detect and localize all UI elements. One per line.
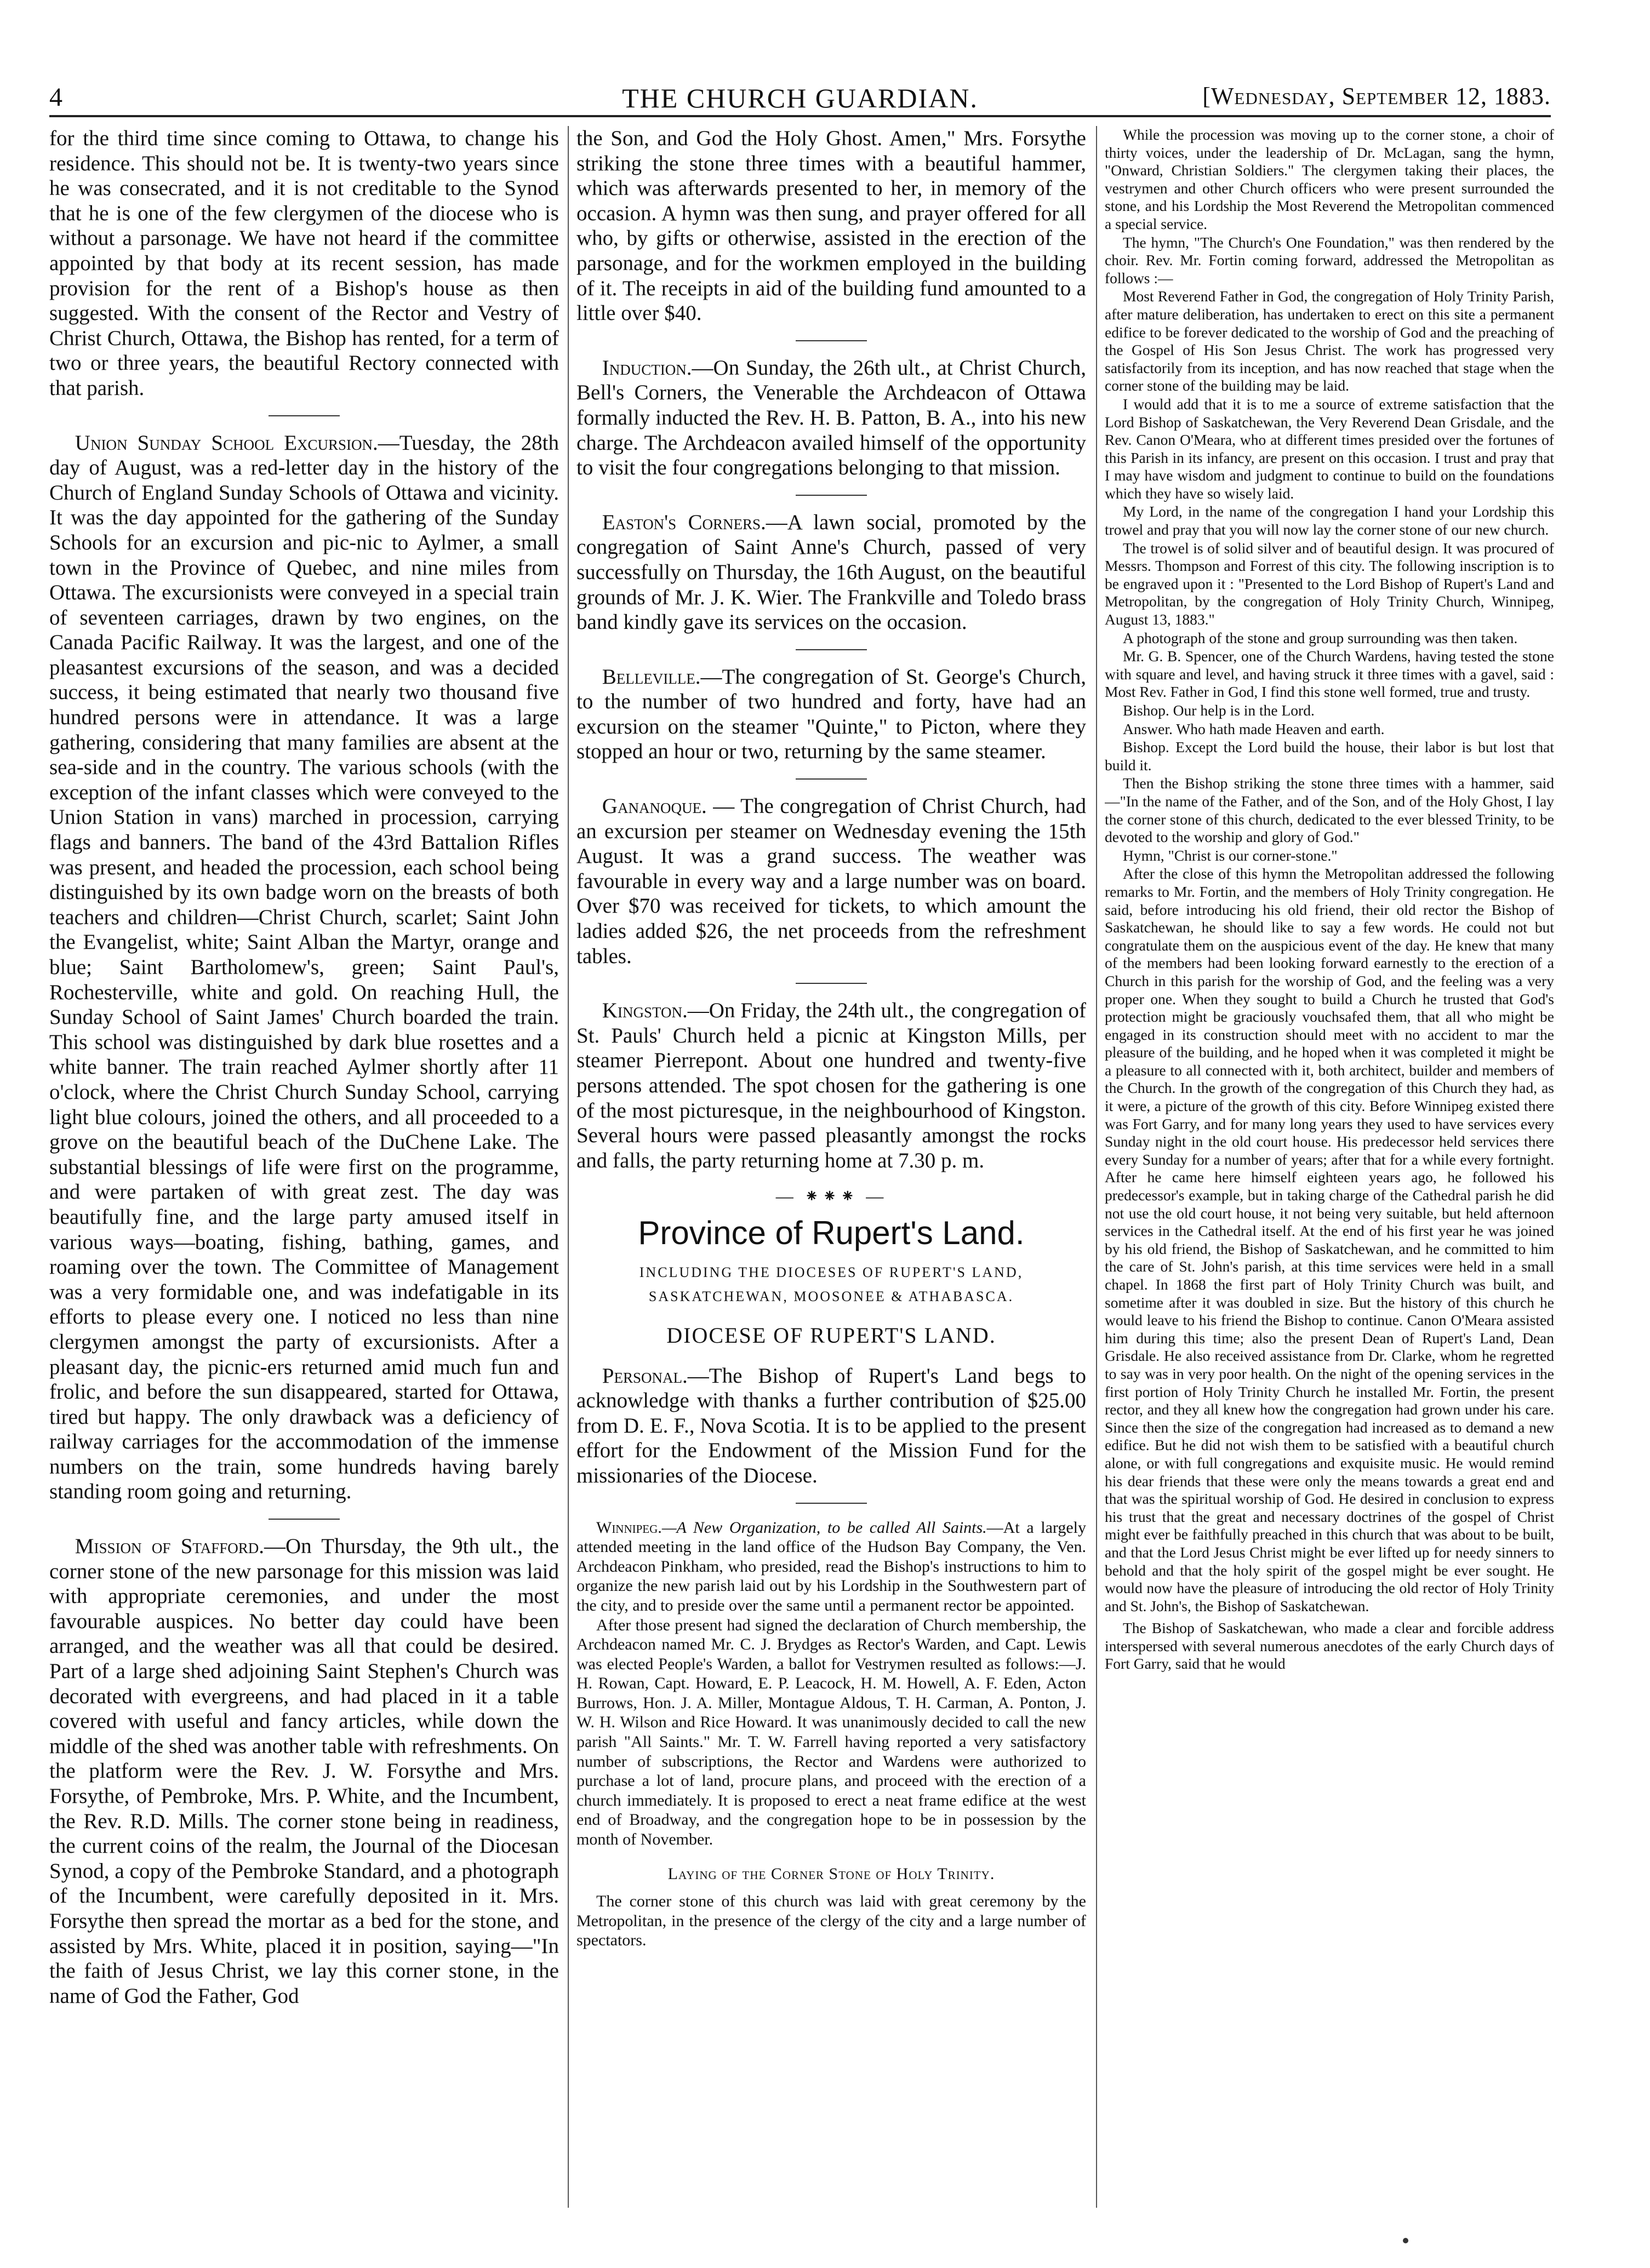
article-heading: Easton's Corners. — [602, 510, 766, 534]
article-heading: Personal. — [602, 1364, 688, 1388]
article-heading: Induction. — [602, 356, 692, 380]
newspaper-title: THE CHURCH GUARDIAN. — [622, 83, 978, 113]
separator-rule — [796, 649, 867, 650]
ornament-divider: — ⁕⁕⁕ — — [775, 1186, 887, 1206]
article-winnipeg — [576, 1518, 1086, 1849]
separator-rule — [269, 415, 340, 416]
separator-rule — [796, 778, 867, 780]
article-belleville — [576, 665, 1086, 764]
article-paragraph: After the close of this hymn the Metropolitan addressed the following remarks to Mr. Fortin, and the members of Holy Trinity congregation. He said, before introducing his old friend, their old rector the Bishop of Saskatchewan, he should like to say a few words. He could not but congratulate them on the auspicious event of the day. He knew that many of the members had been looking forward earnestly to the erection of a Church in this parish for the worship of God, and the feeling was a very proper one. When they sought to build a Church he trusted that God's protection might be graciously vouchsafed them, that all who might be engaged in its construction should meet with no accident to mar the pleasure of the building, and he hoped when it was completed it might be a pleasure to all connected with it, both architect, builder and members of the Church. In the growth of the congregation of this Church they had, as it were, a picture of the growth of this city. Before Winnipeg existed there was Fort Garry, and for many long years they used to have services every Sunday night in the old court house. His predecessor held services there every Sunday for a number of years; after that for a while every fortnight. After he came here himself eighteen years ago, he followed his predecessor's example, but in taking charge of the Cathedral parish he did not use the old court house, it not being very suitable, but held afternoon services in the Cathedral itself. At the end of his first year he was joined by his old friend, the Bishop of Saskatchewan, and he committed to him the care of St. John's parish, at this time services were held in a small chapel. In 1868 the first part of Holy Trinity Church was built, and sometime after it was doubled in size. But the history of this church he would leave to his friend the Bishop to continue. Canon O'Meara assisted him during this time; also the present Dean of Rupert's Land, Dean Grisdale. He also received assistance from Dr. Clarke, whom he regretted to say was in very poor health. On the night of the opening services in the first portion of Holy Trinity Church he installed Mr. Fortin, the present rector, and they all knew how the congregation had grown under his care. Since then the size of the congregation had increased as to demand a new edifice. But he did not wish them to be satisfied with a beautiful church alone, or with full congregations and exquisite music. He would remind his dear friends that these were only the means towards a great end and that was the spiritual worship of God. He desired in conclusion to express his trust that the great and necessary doctrines of the gospel of Christ might ever be faithfully preached in this church that was about to be built, and that the Lord Jesus Christ might be ever lifted up for needy sinners to behold and that the holy spirit of the gospel might be ever sought. He would now have the pleasure of introducing the old rector of Holy Trinity and St. John's, the Bishop of Saskatchewan. — [1105, 865, 1554, 1614]
article-heading: Union Sunday School Excursion. — [75, 431, 378, 455]
article-paragraph: After those present had signed the declaration of Church membership, the Archdeacon named Mr. C. J. Brydges as Rector's Warden, and Capt. Lewis was elected People's Warden, a ballot for Vestrymen resulted as follows:—J. H. Rowan, Capt. Howard, E. P. Leacock, H. M. Howell, A. F. Eden, Acton Burrows, Hon. J. A. Miller, Montague Aldous, T. H. Carman, A. Ponton, J. W. H. Wilson and Rice Howard. It was unanimously decided to call the new parish "All Saints." Mr. T. W. Farrell having reported a very satisfactory number of subscriptions, the Rector and Wardens were authorized to purchase a lot of land, procure plans, and proceed with the erection of a church immediately. It is proposed to erect a neat frame edifice at the west end of Broadway, and the congregation hope to be in possession by the month of November. — [576, 1616, 1086, 1849]
article-body: — The congregation of Christ Church, had an excursion per steamer on Wednesday evening the 15th August. It was a grand success. The weather was favourable in every way and a large number was on board. Over $70 was received for tickets, to which amount the ladies added $26, the net proceeds from the refreshment tables. — [576, 794, 1086, 968]
issue-date: [Wednesday, September 12, 1883. — [1202, 83, 1551, 110]
article-paragraph: Then the Bishop striking the stone three times with a hammer, said—"In the name of the Father, and of the Son, and of the Holy Ghost, I lay the corner stone of this church, dedicated to the ever blessed Trinity, to be devoted to the worship and glory of God." — [1105, 775, 1554, 846]
article-paragraph: The hymn, "The Church's One Foundation," was then rendered by the choir. Rev. Mr. Fortin coming forward, addressed the Metropolitan as follows :— — [1105, 233, 1554, 287]
article-body: —On Friday, the 24th ult., the congregation of St. Pauls' Church held a picnic at Kingston Mills, per steamer Pierrepont. About one hundred and twenty-five persons attended. The spot chosen for the gathering is one of the most picturesque, in the neighbourhood of Kingston. Several hours were passed pleasantly amongst the rocks and falls, the party returning home at 7.30 p. m. — [576, 999, 1086, 1172]
column-1 — [49, 126, 559, 2208]
diocese-heading: DIOCESE OF RUPERT'S LAND. — [666, 1322, 996, 1348]
print-speck — [1403, 2238, 1408, 2243]
article-union-sunday-school — [49, 431, 559, 1505]
column-rule — [1096, 126, 1097, 2208]
masthead — [49, 82, 1551, 117]
article-paragraph: Bishop. Except the Lord build the house, their labor is but lost that build it. — [1105, 738, 1554, 774]
column-rule — [568, 126, 569, 2208]
article-body: —On Thursday, the 9th ult., the corner stone of the new parsonage for this mission was laid with appropriate ceremonies, and under the most favourable auspices. No better day could have been arranged, and the weather was all that could be desired. Part of a large shed adjoining Saint Stephen's Church was decorated with evergreens, and had placed in it a table covered with useful and fancy articles, while down the middle of the shed was another table with refreshments. On the platform were the Rev. J. W. Forsythe and Mrs. Forsythe, of Pembroke, Mrs. P. White, and the Incumbent, the Rev. R.D. Mills. The corner stone being in readiness, the current coins of the realm, the Journal of the Diocesan Synod, a copy of the Pembroke Standard, and a photograph of the Incumbent, were carefully deposited in it. Mrs. Forsythe then spread the mortar as a bed for the stone, and assisted by Mrs. White, placed it in position, saying—"In the faith of Jesus Christ, we lay this corner stone, in the name of God the Father, God — [49, 1534, 559, 2008]
section-title: Province of Rupert's Land. — [638, 1214, 1025, 1251]
article-paragraph: I would add that it is to me a source of extreme satisfaction that the Lord Bishop of Saskatchewan, the Very Reverend Dean Grisdale, and the Rev. Canon O'Meara, who at different times presided over the fortunes of this Parish in its infancy, are present on this occasion. I trust and pray that I may have wisdom and judgment to continue to build on the foundations which they have so wisely laid. — [1105, 395, 1554, 502]
separator-rule — [269, 1519, 340, 1520]
column-2 — [576, 126, 1086, 2208]
article-heading: Belleville. — [602, 665, 701, 689]
article-heading: Winnipeg. — [596, 1518, 662, 1537]
article-paragraph: The Bishop of Saskatchewan, who made a clear and forcible address interspersed with several numerous anecdotes of the early Church days of Fort Garry, said that he would — [1105, 1619, 1554, 1673]
article-paragraph: Most Reverend Father in God, the congregation of Holy Trinity Parish, after mature deliberation, has undertaken to erect on this site a permanent edifice to be forever dedicated to the worship of God and the preaching of the Gospel of His Son Jesus Christ. The work has progressed very satisfactorily from its inception, and has now reached that stage when the corner stone of the building may be laid. — [1105, 288, 1554, 394]
article-paragraph: The corner stone of this church was laid with great ceremony by the Metropolitan, in the presence of the clergy of the city and a large number of spectators. — [576, 1892, 1086, 1950]
page-number: 4 — [49, 83, 62, 112]
article-paragraph: My Lord, in the name of the congregation I hand your Lordship this trowel and pray that you will now lay the corner stone of our new church. — [1105, 503, 1554, 539]
article-paragraph: for the third time since coming to Ottawa, to change his residence. This should not be. It is twenty-two years since he was consecrated, and it is not creditable to the Synod that he is one of the few clergymen of the diocese who is without a parsonage. We have not heard if the committee appointed by that body at its recent session, has made provision for the rent of a Bishop's house as then suggested. With the consent of the Rector and Vestry of Christ Church, Ottawa, the Bishop has rented, for a term of two or three years, the beautiful Rectory connected with that parish. — [49, 127, 559, 400]
separator-rule — [796, 340, 867, 341]
article-kingston — [576, 998, 1086, 1173]
article-personal — [576, 1364, 1086, 1488]
article-heading: Gananoque. — [602, 794, 707, 818]
article-heading: Laying of the Corner Stone of Holy Trinity. — [667, 1864, 995, 1883]
article-paragraph — [576, 1518, 1086, 1616]
separator-rule — [796, 983, 867, 984]
article-body: —The congregation of St. George's Church, to the number of two hundred and forty, have had an excursion on the steamer "Quinte," to Picton, where they stopped an hour or two, returning by the same steamer. — [576, 665, 1086, 764]
article-paragraph: Answer. Who hath made Heaven and earth. — [1123, 720, 1385, 737]
article-mission-of-stafford — [49, 1534, 559, 2008]
article-heading: Mission of Stafford. — [75, 1534, 264, 1559]
article-body: —On Sunday, the 26th ult., at Christ Church, Bell's Corners, the Venerable the Archdeacon of Ottawa formally inducted the Rev. H. B. Patton, B. A., into his new charge. The Archdeacon availed himself of the opportunity to visit the four congregations belonging to that mission. — [576, 356, 1086, 480]
separator-rule — [796, 1503, 867, 1504]
article-paragraph: Bishop. Our help is in the Lord. — [1123, 702, 1315, 719]
article-paragraph: Mr. G. B. Spencer, one of the Church Wardens, having tested the stone with square and level, and having struck it three times with a gavel, said : Most Rev. Father in God, I find this stone well formed, true and trusty. — [1105, 648, 1554, 701]
article-heading: Kingston. — [602, 999, 688, 1023]
article-subheading: —A New Organization, to be called All Saints. — [661, 1518, 987, 1537]
article-body: —At a largely attended meeting in the land office of the Hudson Bay Company, the Ven. Archdeacon Pinkham, who presided, read the Bishop's instructions to him to organize the new parish laid out by his Lordship in the Southwestern part of the city, and to preside over the same until a permanent rector be appointed. — [576, 1518, 1086, 1614]
article-gananoque — [576, 794, 1086, 969]
article-body: —A lawn social, promoted by the congregation of Saint Anne's Church, passed of very successfully on Thursday, the 16th August, on the beautiful grounds of Mr. J. K. Wier. The Frankville and Toledo brass band kindly gave its services on the occasion. — [576, 510, 1086, 634]
article-induction — [576, 356, 1086, 480]
article-body: —The Bishop of Rupert's Land begs to acknowledge with thanks a further contribution of $25.00 from D. E. F., Nova Scotia. It is to be applied to the present effort for the Endowment of the Mission Fund for the missionaries of the Diocese. — [576, 1364, 1086, 1487]
article-eastons-corners — [576, 510, 1086, 635]
column-3 — [1105, 126, 1554, 2208]
article-paragraph: the Son, and God the Holy Ghost. Amen," Mrs. Forsythe striking the stone three times with a beautiful hammer, which was afterwards presented to her, in memory of the occasion. A hymn was then sung, and prayer offered for all who, by gifts or otherwise, assisted in the erection of the parsonage, and for the workmen employed in the building of it. The receipts in aid of the building fund amounted to a little over $40. — [576, 127, 1086, 325]
separator-rule — [796, 495, 867, 496]
article-paragraph: The trowel is of solid silver and of beautiful design. It was procured of Messrs. Thompson and Forrest of this city. The following inscription is to be engraved upon it : "Presented to the Lord Bishop of Rupert's Land and Metropolitan, by the congregation of Holy Trinity Church, Winnipeg, August 13, 1883." — [1105, 539, 1554, 628]
article-paragraph: Hymn, "Christ is our corner-stone." — [1123, 846, 1338, 864]
article-paragraph: A photograph of the stone and group surrounding was then taken. — [1123, 629, 1518, 646]
article-body: —Tuesday, the 28th day of August, was a red-letter day in the history of the Church of England Sunday Schools of Ottawa and vicinity. It was the day appointed for the gathering of the Sunday Schools for an excursion and pic-nic to Aylmer, a small town in the Province of Quebec, and nine miles from Ottawa. The excursionists were conveyed in a special train of seventeen carriages, drawn by two engines, on the Canada Pacific Railway. It was the largest, and one of the pleasantest excursions of the season, and was a decided success, it being estimated that nearly two thousand five hundred persons were in attendance. It was a large gathering, considering that many families are absent at the sea-side and in the country. The various schools (with the exception of the infant classes which were conveyed to the Union Station in vans) marched in procession, carrying flags and banners. The band of the 43rd Battalion Rifles was present, and headed the procession, each school being distinguished by its own badge worn on the breasts of both teachers and children—Christ Church, scarlet; Saint John the Evangelist, white; Saint Alban the Martyr, orange and blue; Saint Bartholomew's, green; Saint Paul's, Rochesterville, white and gold. On reaching Hull, the Sunday School of Saint James' Church boarded the train. This school was distinguished by dark blue rosettes and a white banner. The train reached Aylmer shortly after 11 o'clock, where the Christ Church Sunday School, carrying light blue colours, joined the others, and all proceeded to a grove on the beautiful beach of the DuChene Lake. The substantial blessings of life were first on the programme, and were partaken of with great zest. The day was beautifully fine, and the large party amused itself in various ways—boating, fishing, bathing, games, and roaming over the town. The Committee of Management was a very formidable one, and was indefatigable in its efforts to please every one. I noticed no less than nine clergymen amongst the party of excursionists. After a pleasant day, the picnic-ers returned amid much fun and frolic, and before the sun disappeared, started for Ottawa, tired but happy. The only drawback was a deficiency of railway carriages for the accommodation of the immense numbers on the train, some hundreds having barely standing room going and returning. — [49, 431, 559, 1504]
article-paragraph: While the procession was moving up to the corner stone, a choir of thirty voices, under the leadership of Dr. McLagan, sang the hymn, "Onward, Christian Soldiers." The clergymen taking their places, the vestrymen and other Church officers who were present surrounded the stone, and his Lordship the Most Reverend the Metropolitan commenced a special service. — [1105, 126, 1554, 232]
section-subtitle: INCLUDING THE DIOCESES OF RUPERT'S LAND, SASKATCHEWAN, MOOSONEE & ATHABASCA. — [639, 1264, 1024, 1304]
